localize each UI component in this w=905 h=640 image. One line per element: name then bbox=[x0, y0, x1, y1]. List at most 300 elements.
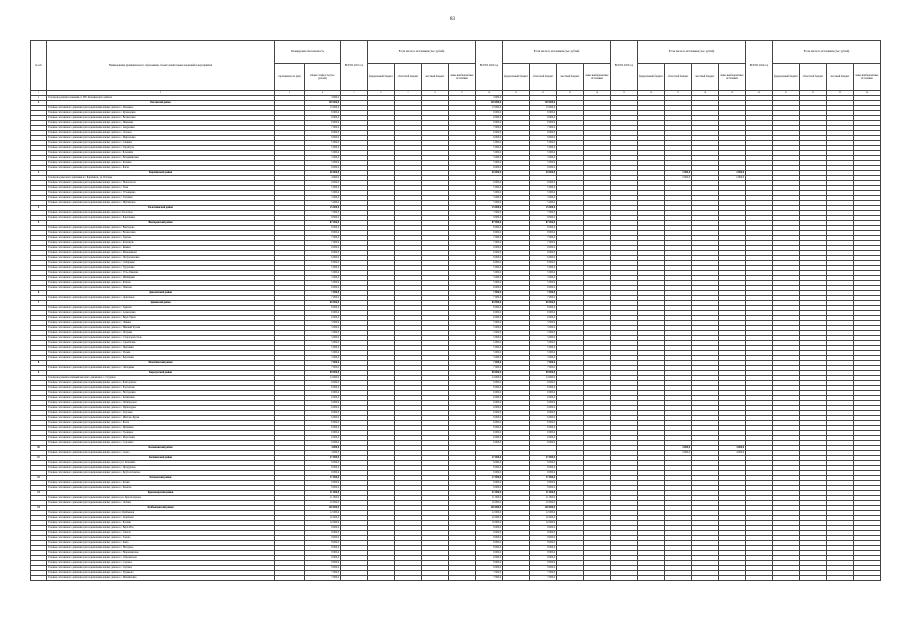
object-name: Газовые сети низкого давления для подключения жилых домов в г. Болотное bbox=[47, 211, 275, 216]
value-cell: 12 000,0 bbox=[476, 511, 503, 516]
value-cell: 8 000,0 bbox=[476, 556, 503, 561]
value-cell: 9 000,0 bbox=[530, 466, 557, 471]
table-row bbox=[31, 576, 881, 581]
value-cell: 7 000,0 bbox=[476, 291, 503, 296]
object-name: Газовые сети низкого давления для подключения жилых домов в г. Куйбышев bbox=[47, 511, 275, 516]
cost-cell: 9 000,0 bbox=[305, 226, 341, 231]
page-number: 83 bbox=[450, 17, 455, 22]
cost-cell: 6 000,0 bbox=[305, 401, 341, 406]
header-source: федеральный бюджет bbox=[503, 64, 530, 91]
header-2022-sources: В том числе по источникам (тыс. рублей) bbox=[503, 41, 611, 64]
value-cell: 5 000,0 bbox=[530, 161, 557, 166]
value-cell bbox=[557, 576, 584, 581]
value-cell: 5 000,0 bbox=[476, 146, 503, 151]
value-cell: 27 000,0 bbox=[530, 456, 557, 461]
object-name: Газовые сети низкого давления для подключения жилых домов в с. Березовка bbox=[47, 356, 275, 361]
value-cell: 5 000,0 bbox=[476, 346, 503, 351]
value-cell bbox=[854, 576, 881, 581]
cost-cell: 5 000,0 bbox=[305, 331, 341, 336]
value-cell bbox=[449, 576, 476, 581]
header-capacity: протяженность (км) bbox=[275, 64, 305, 91]
cost-cell: 6 000,0 bbox=[305, 416, 341, 421]
value-cell: 2 000,0 bbox=[719, 176, 746, 181]
row-number: 10 bbox=[31, 446, 47, 451]
value-cell: 7 000,0 bbox=[476, 126, 503, 131]
value-cell: 5 000,0 bbox=[476, 271, 503, 276]
column-number: 22 bbox=[800, 91, 827, 96]
value-cell: 8 000,0 bbox=[530, 231, 557, 236]
object-name: Газовые сети низкого давления для подключения жилых домов в с. Троицкое bbox=[47, 431, 275, 436]
row-number: 11 bbox=[31, 456, 47, 461]
cost-cell: 5 000,0 bbox=[305, 336, 341, 341]
object-name: Газовые сети низкого давления для подключения жилых домов в с. Крутологовское bbox=[47, 471, 275, 476]
value-cell: 6 000,0 bbox=[476, 131, 503, 136]
cost-cell: 6 000,0 bbox=[305, 431, 341, 436]
column-number: 10 bbox=[476, 91, 503, 96]
value-cell: 6 000,0 bbox=[530, 431, 557, 436]
value-cell: 9 000,0 bbox=[476, 481, 503, 486]
object-name: Газовые сети низкого давления для подключения жилых домов в с. Теренгуль bbox=[47, 146, 275, 151]
value-cell: 5 000,0 bbox=[476, 141, 503, 146]
object-name: Газовые сети низкого давления для подключения жилых домов в с. Баратаевка bbox=[47, 216, 275, 221]
value-cell: 7 000,0 bbox=[476, 236, 503, 241]
value-cell: 5 000,0 bbox=[476, 351, 503, 356]
value-cell bbox=[395, 576, 422, 581]
object-name: Газовые сети низкого давления для подключения жилых домов в с. Казанка bbox=[47, 161, 275, 166]
value-cell: 6 000,0 bbox=[476, 411, 503, 416]
cost-cell: 17 000,0 bbox=[305, 476, 341, 481]
object-name: Газовые сети низкого давления для подключения жилых домов в с. Павлово bbox=[47, 286, 275, 291]
value-cell: 9 000,0 bbox=[530, 526, 557, 531]
value-cell: 6 000,0 bbox=[530, 136, 557, 141]
column-number: 12 bbox=[530, 91, 557, 96]
cost-cell: 15 000,0 bbox=[305, 206, 341, 211]
value-cell: 6 000,0 bbox=[530, 286, 557, 291]
column-number: 21 bbox=[773, 91, 800, 96]
object-name: Газовые сети низкого давления для подключения жилых домов в с. Алексеевка bbox=[47, 311, 275, 316]
value-cell: 8 000,0 bbox=[530, 306, 557, 311]
value-cell: 5 000,0 bbox=[530, 336, 557, 341]
cost-cell: 6 000,0 bbox=[305, 391, 341, 396]
value-cell: 6 000,0 bbox=[476, 391, 503, 396]
cost-cell: 7 000,0 bbox=[305, 571, 341, 576]
column-number: 3 bbox=[275, 91, 305, 96]
cost-cell: 5 000,0 bbox=[305, 346, 341, 351]
value-cell: 5 000,0 bbox=[530, 356, 557, 361]
value-cell: 5 000,0 bbox=[530, 321, 557, 326]
value-cell: 11 000,0 bbox=[476, 496, 503, 501]
column-number: 11 bbox=[503, 91, 530, 96]
value-cell: 5 000,0 bbox=[530, 191, 557, 196]
value-cell: 7 000,0 bbox=[530, 236, 557, 241]
object-name: Газовые сети низкого давления для подключения жилых домов в р.п. Коченёво bbox=[47, 461, 275, 466]
value-cell: 5 000,0 bbox=[530, 186, 557, 191]
value-cell: 130 000,0 bbox=[530, 101, 557, 106]
cost-cell: 5 000,0 bbox=[305, 141, 341, 146]
cost-cell: 6 000,0 bbox=[305, 246, 341, 251]
cost-cell: 46 000,0 bbox=[305, 171, 341, 176]
value-cell: 5 000,0 bbox=[530, 276, 557, 281]
value-cell: 8 000,0 bbox=[530, 216, 557, 221]
value-cell: 120 000,0 bbox=[476, 506, 503, 511]
value-cell: 8 000,0 bbox=[476, 116, 503, 121]
object-name: Газовые сети низкого давления для подключения жилых домов в с. Здвинск bbox=[47, 306, 275, 311]
object-name: Газовые сети низкого давления для подключения жилых домов в с. Мироновка bbox=[47, 136, 275, 141]
value-cell: 5 000,0 bbox=[530, 141, 557, 146]
object-name: Газопровод межпоселковый от ГРС Колыванского района bbox=[47, 96, 275, 101]
column-number: 7 bbox=[395, 91, 422, 96]
object-name: Газовые сети низкого давления для подключения жилых домов в с. Гжатск bbox=[47, 531, 275, 536]
value-cell: 60 000,0 bbox=[476, 301, 503, 306]
cost-cell: 9 000,0 bbox=[305, 466, 341, 471]
cost-cell: 8 000,0 bbox=[305, 121, 341, 126]
value-cell: 6 000,0 bbox=[530, 436, 557, 441]
value-cell: 8 000,0 bbox=[476, 216, 503, 221]
object-name: Газовые сети низкого давления для подключения жилых домов в с. Шипицино bbox=[47, 276, 275, 281]
value-cell: 6 000,0 bbox=[530, 411, 557, 416]
column-number: 8 bbox=[422, 91, 449, 96]
value-cell: 5 000,0 bbox=[530, 151, 557, 156]
value-cell: 6 000,0 bbox=[476, 311, 503, 316]
cost-cell: 7 000,0 bbox=[305, 291, 341, 296]
value-cell: 6 000,0 bbox=[476, 136, 503, 141]
value-cell: 9 000,0 bbox=[476, 111, 503, 116]
cost-cell: 9 000,0 bbox=[305, 531, 341, 536]
district-name: Кочковский район bbox=[47, 476, 275, 481]
cost-cell: 7 000,0 bbox=[305, 236, 341, 241]
column-number: 4 bbox=[305, 91, 341, 96]
value-cell bbox=[665, 576, 692, 581]
value-cell: 87 000,0 bbox=[530, 221, 557, 226]
value-cell: 9 000,0 bbox=[476, 471, 503, 476]
value-cell: 9 000,0 bbox=[476, 531, 503, 536]
header-source: иные внебюджетные источники bbox=[854, 64, 881, 91]
object-name: Газопровод межпоселковый высокого давления к с. Студеное bbox=[47, 376, 275, 381]
header-source: местный бюджет bbox=[422, 64, 449, 91]
object-name: Газовые сети низкого давления для подключения жилых домов в с. Калиновка bbox=[47, 396, 275, 401]
value-cell: 9 000,0 bbox=[476, 226, 503, 231]
value-cell: 9 000,0 bbox=[530, 531, 557, 536]
district-name: Колыванский район bbox=[47, 446, 275, 451]
cost-cell: 8 000,0 bbox=[305, 231, 341, 236]
header-source: областной бюджет bbox=[665, 64, 692, 91]
value-cell: 4 000,0 bbox=[719, 446, 746, 451]
column-number: 19 bbox=[719, 91, 746, 96]
cost-cell: 87 000,0 bbox=[305, 221, 341, 226]
row-number: 12 bbox=[31, 476, 47, 481]
column-number: 24 bbox=[854, 91, 881, 96]
object-name: Газовые сети низкого давления для подключения жилых домов в с. Благодатное bbox=[47, 381, 275, 386]
cost-cell: 5 000,0 bbox=[305, 326, 341, 331]
cost-cell: 8 000,0 bbox=[305, 566, 341, 571]
value-cell: 8 000,0 bbox=[530, 556, 557, 561]
value-cell: 7 000,0 bbox=[530, 576, 557, 581]
value-cell: 12 000,0 bbox=[530, 511, 557, 516]
cost-cell: 7 000,0 bbox=[305, 366, 341, 371]
column-number: 2 bbox=[47, 91, 275, 96]
value-cell: 6 000,0 bbox=[476, 441, 503, 446]
column-number: 17 bbox=[665, 91, 692, 96]
cost-cell: 9 000,0 bbox=[305, 166, 341, 171]
object-name: Газовые сети низкого давления для подключения жилых домов в с. Михайловка bbox=[47, 576, 275, 581]
object-name: Газовые сети низкого давления для подключения жилых домов в с. Кузнецовка bbox=[47, 111, 275, 116]
object-name: Газовые сети низкого давления для подключения жилых домов в с. Отреченское bbox=[47, 556, 275, 561]
column-number: 14 bbox=[584, 91, 611, 96]
object-name: Газовые сети низкого давления для подключения жилых домов в с. Лобино bbox=[47, 501, 275, 506]
value-cell: 27 000,0 bbox=[476, 456, 503, 461]
cost-cell: 5 000,0 bbox=[305, 161, 341, 166]
object-name: Газовые сети низкого давления для подключения жилых домов в с. Сибирцево bbox=[47, 261, 275, 266]
cost-cell: 7 000,0 bbox=[305, 576, 341, 581]
cost-cell: 21 000,0 bbox=[305, 491, 341, 496]
cost-cell: 130 000,0 bbox=[305, 101, 341, 106]
object-name: Газовые сети низкого давления для подключения жилых домов в с. Таскаево bbox=[47, 196, 275, 201]
value-cell: 6 000,0 bbox=[476, 406, 503, 411]
cost-cell: 8 000,0 bbox=[305, 116, 341, 121]
value-cell: 6 000,0 bbox=[530, 406, 557, 411]
object-name: Газовые сети низкого давления для подключения жилых домов в с. Бочаниха bbox=[47, 151, 275, 156]
cost-cell: 3 000,0 bbox=[305, 96, 341, 101]
cost-cell: 8 000,0 bbox=[305, 541, 341, 546]
cost-cell: 6 000,0 bbox=[305, 421, 341, 426]
cost-cell: 5 000,0 bbox=[305, 186, 341, 191]
header-source: федеральный бюджет bbox=[368, 64, 395, 91]
value-cell: 5 000,0 bbox=[476, 336, 503, 341]
cost-cell: 6 000,0 bbox=[305, 181, 341, 186]
object-name: Газовые сети низкого давления для подключения жилых домов в с. Цветники bbox=[47, 346, 275, 351]
value-cell: 9 000,0 bbox=[476, 526, 503, 531]
row-number bbox=[31, 576, 47, 581]
object-name: Газовые сети низкого давления для подключения жилых домов в с. Заречье bbox=[47, 236, 275, 241]
header-num: № п/п bbox=[31, 41, 47, 91]
value-cell: 9 000,0 bbox=[476, 461, 503, 466]
value-cell: 6 000,0 bbox=[530, 416, 557, 421]
object-name: Газовые сети низкого давления для подключения жилых домов в с. Нижний Чулым bbox=[47, 326, 275, 331]
value-cell: 8 000,0 bbox=[476, 121, 503, 126]
value-cell: 6 000,0 bbox=[476, 431, 503, 436]
value-cell: 5 000,0 bbox=[476, 326, 503, 331]
value-cell: 8 000,0 bbox=[476, 486, 503, 491]
object-name: Газовые сети низкого давления для подключения жилых домов в с. Белое bbox=[47, 421, 275, 426]
value-cell: 7 000,0 bbox=[476, 571, 503, 576]
cost-cell: 6 000,0 bbox=[305, 256, 341, 261]
object-name: Газовые сети низкого давления для подключения жилых домов в с. Палецкое bbox=[47, 106, 275, 111]
row-number: 2 bbox=[31, 101, 47, 106]
cost-cell: 7 000,0 bbox=[305, 361, 341, 366]
column-number: 9 bbox=[449, 91, 476, 96]
value-cell bbox=[341, 576, 368, 581]
district-name: Куйбышевский район bbox=[47, 506, 275, 511]
value-cell: 5 000,0 bbox=[476, 201, 503, 206]
object-name: Газовые сети низкого давления для подключения жилых домов в с. Вознесенка bbox=[47, 231, 275, 236]
cost-cell: 6 000,0 bbox=[305, 441, 341, 446]
object-name: Газовые сети низкого давления для подключения жилых домов в с. Садовое bbox=[47, 561, 275, 566]
value-cell: 7 000,0 bbox=[530, 291, 557, 296]
object-name: Газовые сети низкого давления для подключения жилых домов в с. Зюзя bbox=[47, 186, 275, 191]
object-name: Газовые сети низкого давления для подключения жилых домов в с. Абрамово bbox=[47, 516, 275, 521]
value-cell: 5 000,0 bbox=[530, 281, 557, 286]
object-name: Газовые сети низкого давления для подключения жилых домов в с. Вознесенка bbox=[47, 116, 275, 121]
investment-table bbox=[30, 40, 881, 581]
cost-cell: 27 000,0 bbox=[305, 456, 341, 461]
value-cell: 5 000,0 bbox=[530, 271, 557, 276]
value-cell: 4 000,0 bbox=[665, 451, 692, 456]
cost-cell: 12 000,0 bbox=[305, 511, 341, 516]
value-cell: 8 000,0 bbox=[476, 536, 503, 541]
district-name: Баганский район bbox=[47, 101, 275, 106]
object-name: Газовые сети низкого давления для подключения жилых домов в с. Старогорносталь bbox=[47, 336, 275, 341]
cost-cell: 5 000,0 bbox=[305, 266, 341, 271]
cost-cell: 6 000,0 bbox=[305, 411, 341, 416]
value-cell: 6 000,0 bbox=[476, 426, 503, 431]
row-number: 8 bbox=[31, 361, 47, 366]
value-cell: 5 000,0 bbox=[476, 196, 503, 201]
value-cell: 9 000,0 bbox=[476, 166, 503, 171]
object-name: Газовые сети низкого давления для подключения жилых домов в с. Нестеровка bbox=[47, 391, 275, 396]
value-cell bbox=[584, 576, 611, 581]
value-cell: 14 000,0 bbox=[530, 376, 557, 381]
cost-cell: 8 000,0 bbox=[305, 306, 341, 311]
cost-cell: 5 000,0 bbox=[305, 191, 341, 196]
value-cell: 6 000,0 bbox=[530, 386, 557, 391]
cost-cell: 8 000,0 bbox=[305, 216, 341, 221]
district-name: Краснозерский район bbox=[47, 491, 275, 496]
row-number: 1 bbox=[31, 96, 47, 101]
object-name: Газовые сети низкого давления для подключения жилых домов в с. Усть-Ламенка bbox=[47, 271, 275, 276]
value-cell: 4 000,0 bbox=[719, 451, 746, 456]
cost-cell: 9 000,0 bbox=[305, 471, 341, 476]
value-cell: 130 000,0 bbox=[476, 101, 503, 106]
cost-cell: 9 000,0 bbox=[305, 481, 341, 486]
value-cell: 6 000,0 bbox=[530, 261, 557, 266]
header-source: местный бюджет bbox=[557, 64, 584, 91]
value-cell: 8 000,0 bbox=[530, 546, 557, 551]
object-name: Газовые сети низкого давления для подключения жилых домов в с. Прокудское bbox=[47, 466, 275, 471]
value-cell: 8 000,0 bbox=[476, 541, 503, 546]
cost-cell: 6 000,0 bbox=[305, 311, 341, 316]
value-cell: 5 000,0 bbox=[530, 156, 557, 161]
object-name: Газовые сети низкого давления для подключения жилых домов в с. Хорошее bbox=[47, 411, 275, 416]
object-name: Газовые сети низкого давления для подключения жилых домов в с. Чулым bbox=[47, 351, 275, 356]
header-source: иные внебюджетные источники bbox=[584, 64, 611, 91]
value-cell: 5 000,0 bbox=[530, 326, 557, 331]
object-name: Газовые сети низкого давления для подключения жилых домов в с. Ивановка bbox=[47, 121, 275, 126]
value-cell: 8 000,0 bbox=[476, 551, 503, 556]
object-name: Газовые сети низкого давления для подключения жилых домов в с. Верх-Ича bbox=[47, 526, 275, 531]
object-name: Газовые сети низкого давления для подключения жилых домов в с. Петропавловка bbox=[47, 256, 275, 261]
cost-cell: 7 000,0 bbox=[305, 241, 341, 246]
value-cell: 8 000,0 bbox=[530, 551, 557, 556]
district-name: Доволенский район bbox=[47, 291, 275, 296]
header-cost: общая стоимость (тыс. рублей) bbox=[305, 64, 341, 91]
cost-cell: 5 000,0 bbox=[305, 146, 341, 151]
cost-cell: 5 000,0 bbox=[305, 151, 341, 156]
value-cell: 6 000,0 bbox=[530, 131, 557, 136]
value-cell: 8 000,0 bbox=[530, 561, 557, 566]
cost-cell: 6 000,0 bbox=[305, 136, 341, 141]
value-cell: 15 000,0 bbox=[476, 206, 503, 211]
value-cell bbox=[368, 576, 395, 581]
value-cell: 7 000,0 bbox=[530, 296, 557, 301]
object-name: Газовые сети низкого давления для подключения жилых домов в с. Рассказово bbox=[47, 386, 275, 391]
value-cell: 6 000,0 bbox=[476, 246, 503, 251]
row-number: 4 bbox=[31, 206, 47, 211]
cost-cell: 4 000,0 bbox=[305, 446, 341, 451]
value-cell: 120 000,0 bbox=[530, 506, 557, 511]
object-name: Газовые сети низкого давления для подключения жилых домов в с. Сарыбалык bbox=[47, 341, 275, 346]
cost-cell: 8 000,0 bbox=[305, 551, 341, 556]
value-cell: 6 000,0 bbox=[530, 381, 557, 386]
column-number: 1 bbox=[31, 91, 47, 96]
object-name: Газовые сети низкого давления для подключения жилых домов в с. Андреевка bbox=[47, 126, 275, 131]
object-name: Газовые сети низкого давления для подключения жилых домов в с. Верх-Урюм bbox=[47, 316, 275, 321]
object-name: Газовые сети низкого давления для подключения жилых домов в с. Новоичинское bbox=[47, 551, 275, 556]
value-cell: 6 000,0 bbox=[530, 396, 557, 401]
value-cell: 6 000,0 bbox=[530, 316, 557, 321]
value-cell: 5 000,0 bbox=[476, 331, 503, 336]
value-cell: 5 000,0 bbox=[530, 346, 557, 351]
value-cell: 5 000,0 bbox=[476, 191, 503, 196]
object-name: Газовые сети низкого давления для подключения жилых домов в с. Шилово-Курья bbox=[47, 416, 275, 421]
object-name: Газовые сети низкого давления для подключения жилых домов в с. Лянино bbox=[47, 321, 275, 326]
value-cell: 13 000,0 bbox=[476, 106, 503, 111]
value-cell: 21 000,0 bbox=[476, 491, 503, 496]
value-cell: 5 000,0 bbox=[476, 281, 503, 286]
district-name: Искитимский район bbox=[47, 361, 275, 366]
value-cell: 6 000,0 bbox=[476, 286, 503, 291]
value-cell: 6 000,0 bbox=[476, 396, 503, 401]
district-name: Коченевский район bbox=[47, 456, 275, 461]
value-cell: 6 000,0 bbox=[530, 421, 557, 426]
cost-cell: 7 000,0 bbox=[305, 296, 341, 301]
value-cell: 6 000,0 bbox=[476, 181, 503, 186]
value-cell: 10 000,0 bbox=[476, 521, 503, 526]
value-cell: 60 000,0 bbox=[530, 301, 557, 306]
value-cell: 6 000,0 bbox=[530, 391, 557, 396]
value-cell: 6 000,0 bbox=[530, 181, 557, 186]
value-cell bbox=[422, 576, 449, 581]
object-name: Газовые сети низкого давления для подключения жилых домов в с. Нагорное bbox=[47, 546, 275, 551]
value-cell: 6 000,0 bbox=[530, 441, 557, 446]
value-cell: 7 000,0 bbox=[476, 296, 503, 301]
object-name: Газовые сети низкого давления для подключения жилых домов в с. Кама bbox=[47, 541, 275, 546]
cost-cell: 11 000,0 bbox=[305, 496, 341, 501]
object-name: Газовые сети низкого давления для подключения жилых домов в с. Лебедевка bbox=[47, 366, 275, 371]
cost-cell: 5 000,0 bbox=[305, 196, 341, 201]
object-name: Газовые сети низкого давления для подключения жилых домов в с. Чумаково bbox=[47, 571, 275, 576]
cost-cell: 6 000,0 bbox=[305, 426, 341, 431]
value-cell: 7 000,0 bbox=[476, 366, 503, 371]
cost-cell: 6 000,0 bbox=[305, 406, 341, 411]
value-cell: 10 000,0 bbox=[530, 501, 557, 506]
value-cell: 15 000,0 bbox=[530, 206, 557, 211]
value-cell: 6 000,0 bbox=[476, 381, 503, 386]
value-cell: 5 000,0 bbox=[476, 266, 503, 271]
cost-cell: 98 000,0 bbox=[305, 371, 341, 376]
object-name: Газовые сети низкого давления для подключения жилых домов в с. Кочки bbox=[47, 481, 275, 486]
cost-cell: 4 000,0 bbox=[305, 176, 341, 181]
header-source: иные внебюджетные источники bbox=[449, 64, 476, 91]
value-cell: 9 000,0 bbox=[530, 111, 557, 116]
value-cell: 5 000,0 bbox=[530, 331, 557, 336]
header-source: областной бюджет bbox=[395, 64, 422, 91]
cost-cell: 8 000,0 bbox=[305, 486, 341, 491]
header-name: Наименование муниципального образования, объекта капитальных вложений и мероприятия bbox=[47, 41, 275, 91]
district-name: Болотнинский район bbox=[47, 206, 275, 211]
cost-cell: 9 000,0 bbox=[305, 461, 341, 466]
value-cell: 7 000,0 bbox=[530, 571, 557, 576]
value-cell: 5 000,0 bbox=[476, 156, 503, 161]
